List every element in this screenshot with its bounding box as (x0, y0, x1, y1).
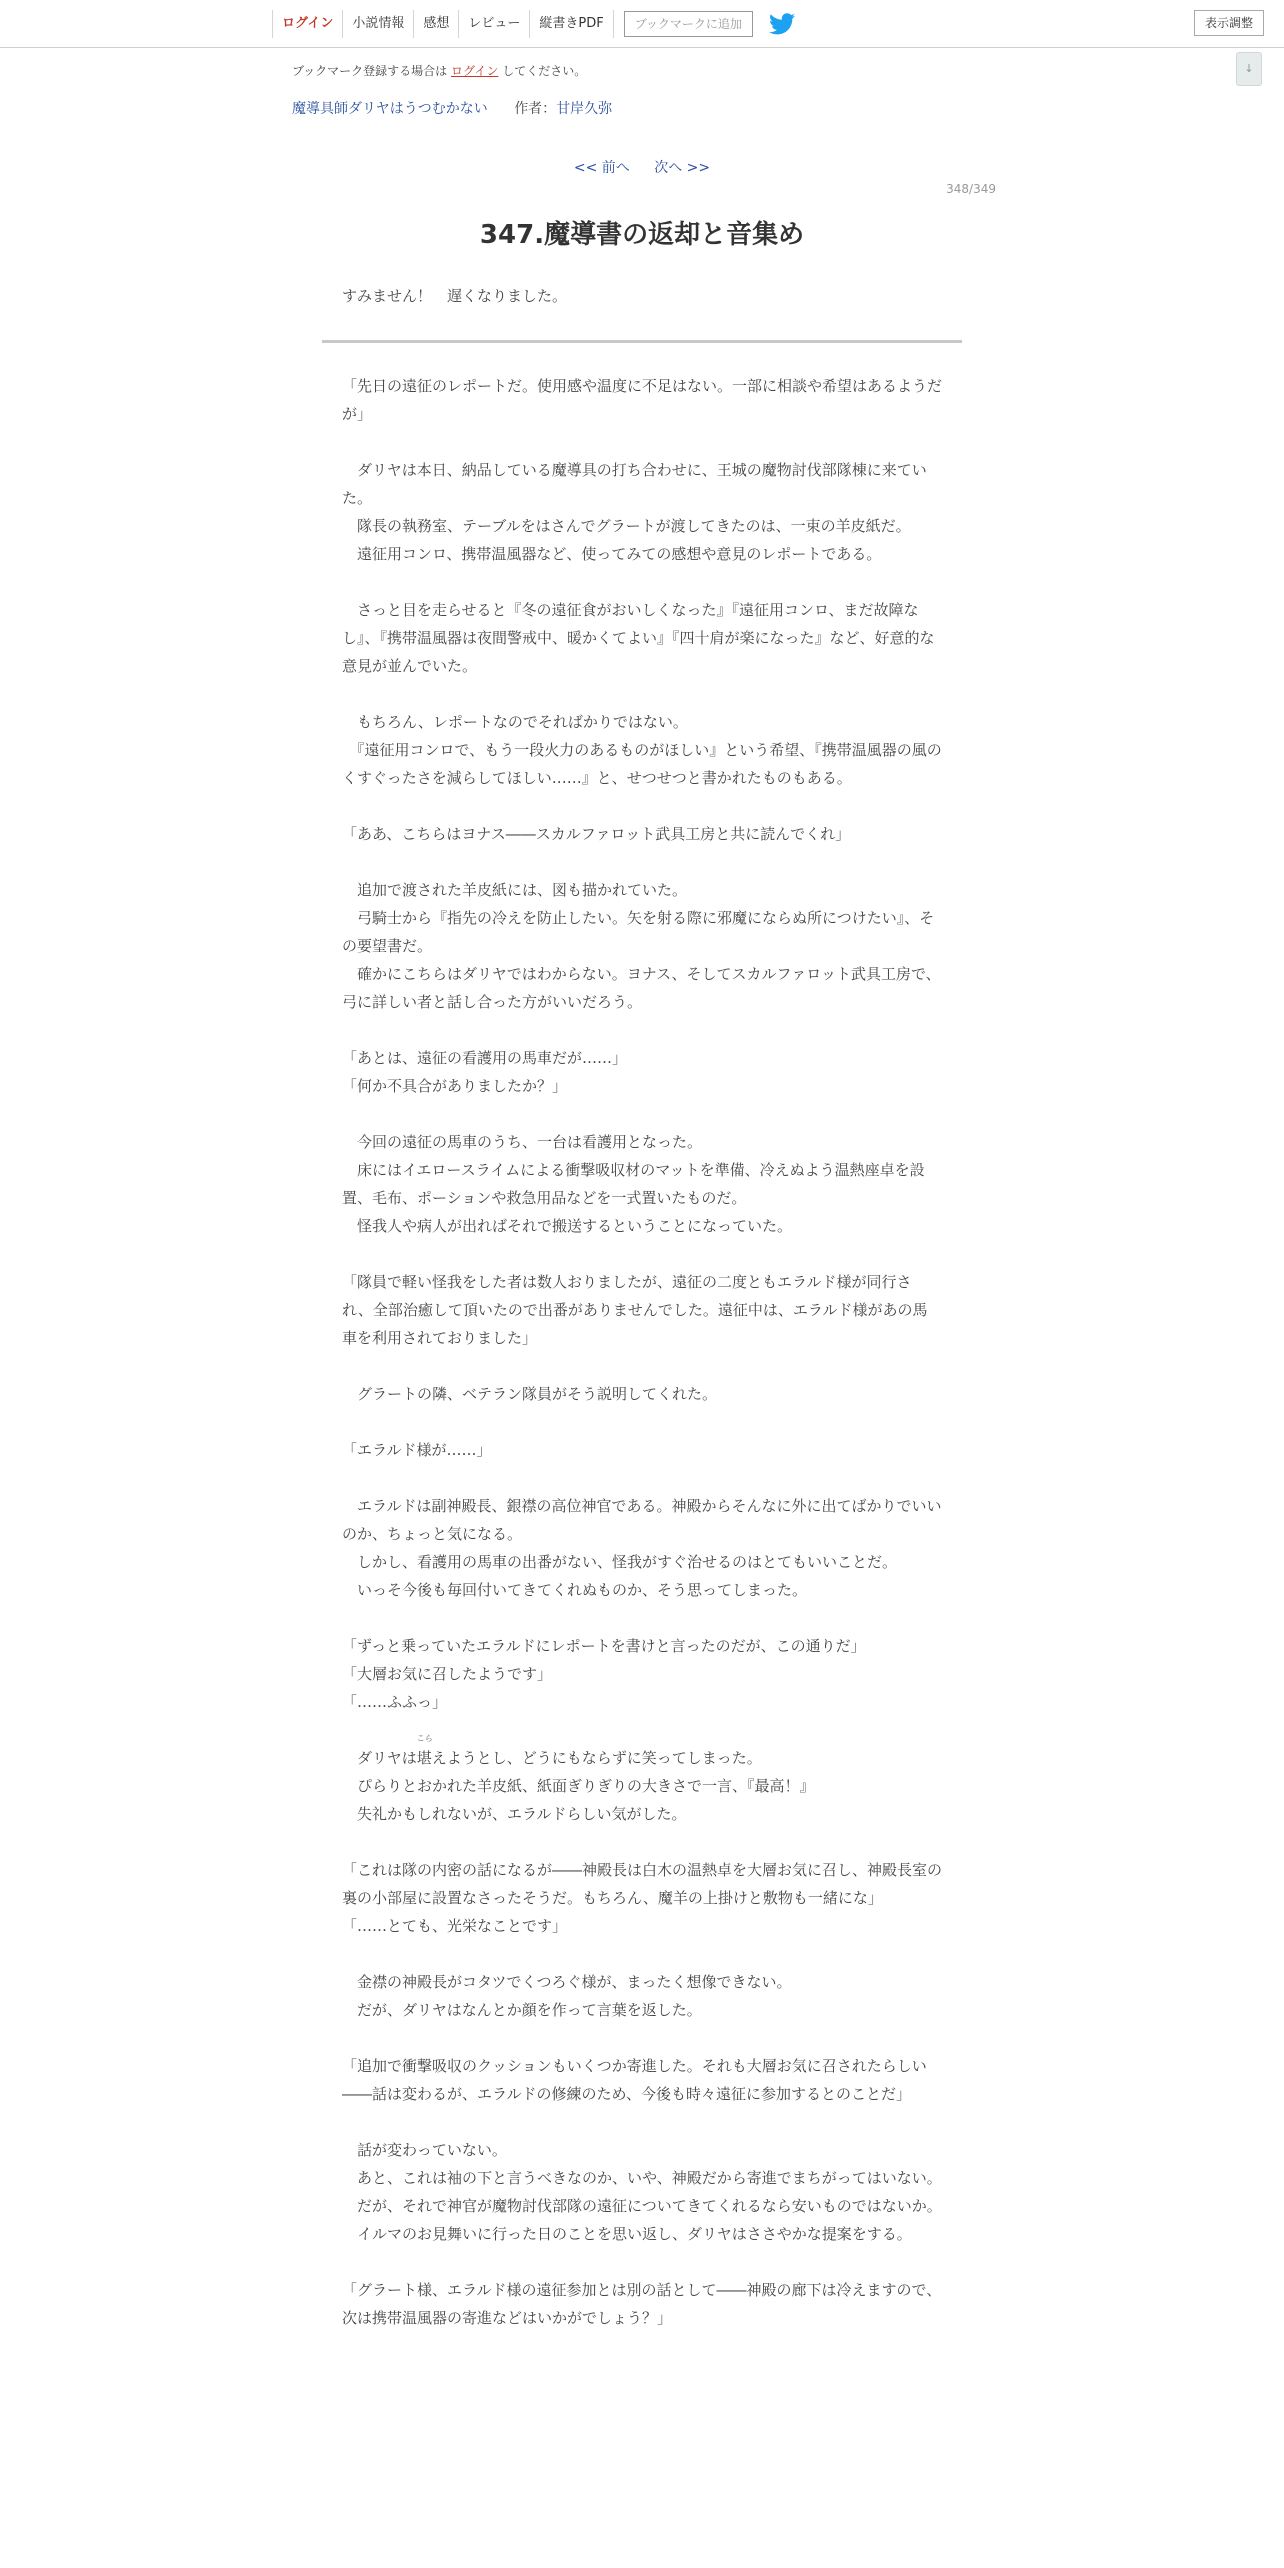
body-paragraph: 今回の遠征の馬車のうち、一台は看護用となった。 (342, 1133, 703, 1151)
body-paragraph (342, 792, 942, 820)
body-paragraph: いっそ今後も毎回付いてきてくれぬものか、そう思ってしまった。 (342, 1581, 808, 1599)
body-paragraph (342, 1828, 942, 1856)
body-paragraph (342, 2248, 942, 2276)
next-chapter-link[interactable]: 次へ >> (654, 160, 711, 176)
body-paragraph: 「エラルド様が……」 (342, 1441, 492, 1459)
chapter-count: 348/349 (946, 182, 996, 196)
body-paragraph: 「大層お気に召したようです」 (342, 1665, 553, 1683)
notice-text-before: ブックマーク登録する場合は (292, 64, 448, 78)
vertical-pdf-link[interactable]: 縦書きPDF (529, 10, 613, 38)
body-paragraph: 追加で渡された羊皮紙には、図も描かれていた。 (342, 881, 688, 899)
header-nav (272, 10, 795, 38)
body-paragraph: 「グラート様、エラルド様の遠征参加とは別の話として――神殿の廊下は冷えますので、次は携帯温風器の寄進などはいかがでしょう？」 (342, 2281, 942, 2327)
body-paragraph: 『遠征用コンロで、もう一段火力のあるものがほしい』という希望、『携帯温風器の風のくすぐったさを減らしてほしい……』と、せつせつと書かれたものもある。 (342, 741, 942, 787)
body-paragraph: 床にはイエロースライムによる衝撃吸収材のマットを準備、冷えぬよう温熱座卓を設置、毛布、ポーションや救急用品などを一式置いたものだ。 (342, 1161, 925, 1207)
body-paragraph (342, 1604, 942, 1632)
body-paragraph: グラートの隣、ベテラン隊員がそう説明してくれた。 (342, 1385, 718, 1403)
bookmark-login-notice (292, 62, 586, 79)
body-paragraph: エラルドは副神殿長、銀襟の高位神官である。神殿からそんなに外に出てばかりでいいのか、ちょっと気になる。 (342, 1497, 942, 1543)
twitter-icon[interactable] (769, 13, 795, 35)
chapter-preface: すみません！ 遅くなりました。 (342, 287, 568, 305)
body-paragraph: 「あとは、遠征の看護用の馬車だが……」 (342, 1049, 628, 1067)
body-paragraph (342, 1100, 942, 1128)
body-paragraph: もちろん、レポートなのでそればかりではない。 (342, 713, 688, 731)
body-paragraph: しかし、看護用の馬車の出番がない、怪我がすぐ治せるのはとてもいいことだ。 (342, 1553, 898, 1571)
body-paragraph (342, 2108, 942, 2136)
body-paragraph (342, 428, 942, 456)
body-paragraph: 「何か不具合がありましたか？」 (342, 1077, 568, 1095)
body-paragraph (342, 568, 942, 596)
review-link[interactable]: レビュー (458, 10, 529, 38)
chapter-body (342, 372, 942, 2332)
body-paragraph: だが、ダリヤはなんとか顔を作って言葉を返した。 (342, 2001, 702, 2019)
notice-login-link[interactable]: ログイン (451, 64, 499, 78)
body-paragraph: イルマのお見舞いに行った日のことを思い返し、ダリヤはささやかな提案をする。 (342, 2225, 912, 2243)
novel-header (292, 98, 612, 118)
impressions-link[interactable]: 感想 (413, 10, 458, 38)
body-paragraph: 「先日の遠征のレポートだ。使用感や温度に不足はない。一部に相談や希望はあるようだが」 (342, 377, 943, 423)
display-settings-button[interactable]: 表示調整 (1194, 10, 1264, 36)
author-label: 作者： (514, 101, 557, 117)
author-link[interactable]: 甘岸久弥 (556, 101, 613, 117)
body-paragraph: 失礼かもしれないが、エラルドらしい気がした。 (342, 1805, 687, 1823)
scroll-down-button[interactable]: ↓ (1236, 52, 1262, 86)
novel-title-link[interactable]: 魔導具師ダリヤはうつむかない (292, 101, 488, 117)
login-link[interactable]: ログイン (272, 10, 342, 38)
add-bookmark-button[interactable]: ブックマークに追加 (624, 11, 753, 37)
body-paragraph: 話が変わっていない。 (342, 2141, 507, 2159)
body-paragraph: 怪我人や病人が出ればそれで搬送するということになっていた。 (342, 1217, 793, 1235)
body-paragraph (342, 1240, 942, 1268)
body-paragraph (342, 2024, 942, 2052)
body-paragraph (342, 680, 942, 708)
body-paragraph: 確かにこちらはダリヤではわからない。ヨナス、そしてスカルファロット武具工房で、弓に詳しい者と話し合った方がいいだろう。 (342, 965, 941, 1011)
body-paragraph: ダリヤは本日、納品している魔導具の打ち合わせに、王城の魔物討伐部隊棟に来ていた。 (342, 461, 927, 507)
body-paragraph: 「……とても、光栄なことです」 (342, 1917, 568, 1935)
body-paragraph: 「追加で衝撃吸収のクッションもいくつか寄進した。それも大層お気に召されたらしい――話は変わるが、エラルドの修練のため、今後も時々遠征に参加するとのことだ」 (342, 2057, 927, 2103)
novel-info-link[interactable]: 小説情報 (342, 10, 413, 38)
body-paragraph (342, 1464, 942, 1492)
preface-divider (322, 340, 962, 343)
body-paragraph: 弓騎士から『指先の冷えを防止したい。矢を射る際に邪魔にならぬ所につけたい』、その要望書だ。 (342, 909, 935, 955)
body-paragraph: ダリヤは こら 堪えようとし、どうにもならずに笑ってしまった。 (342, 1744, 942, 1772)
chapter-pager (0, 157, 1284, 177)
body-paragraph: 「ああ、こちらはヨナス――スカルファロット武具工房と共に読んでくれ」 (342, 825, 851, 843)
body-paragraph (342, 1352, 942, 1380)
body-paragraph: 隊長の執務室、テーブルをはさんでグラートが渡してきたのは、一束の羊皮紙だ。 (342, 517, 911, 535)
body-paragraph: 「ずっと乗っていたエラルドにレポートを書けと言ったのだが、この通りだ」 (342, 1637, 866, 1655)
body-paragraph: 「これは隊の内密の話になるが――神殿長は白木の温熱卓を大層お気に召し、神殿長室の裏の小部屋に設置なさったそうだ。もちろん、魔羊の上掛けと敷物も一緒にな」 (342, 1861, 943, 1907)
body-paragraph: 「……ふふっ」 (342, 1693, 448, 1711)
ruby-annotated-char (416, 1734, 433, 1772)
body-paragraph: 金襟の神殿長がコタツでくつろぐ様が、まったく想像できない。 (342, 1973, 792, 1991)
body-paragraph: ぴらりとおかれた羊皮紙、紙面ぎりぎりの大きさで一言、『最高！』 (342, 1777, 815, 1795)
ruby-reading: こら (416, 1734, 433, 1743)
body-paragraph: だが、それで神官が魔物討伐部隊の遠征についてきてくれるなら安いものではないか。 (342, 2197, 942, 2215)
chapter-title: 347.魔導書の返却と音集め (479, 220, 805, 250)
body-paragraph (342, 1016, 942, 1044)
body-paragraph: 遠征用コンロ、携帯温風器など、使ってみての感想や意見のレポートである。 (342, 545, 882, 563)
body-paragraph: あと、これは袖の下と言うべきなのか、いや、神殿だから寄進でまちがってはいない。 (342, 2169, 942, 2187)
prev-chapter-link[interactable]: << 前へ (573, 160, 630, 176)
site-header (0, 0, 1284, 48)
body-paragraph: さっと目を走らせると『冬の遠征食がおいしくなった』『遠征用コンロ、まだ故障なし』、『携帯温風器は夜間警戒中、暖かくてよい』『四十肩が楽になった』など、好意的な意見が並んでいた。 (342, 601, 935, 675)
ruby-base: 堪 (416, 1749, 432, 1767)
body-paragraph (342, 1940, 942, 1968)
body-paragraph: 「隊員で軽い怪我をした者は数人おりましたが、遠征の二度ともエラルド様が同行され、全部治癒して頂いたので出番がありませんでした。遠征中は、エラルド様があの馬車を利用されておりました」 (342, 1273, 928, 1347)
body-paragraph (342, 848, 942, 876)
notice-text-after: してください。 (502, 64, 587, 78)
body-paragraph (342, 1408, 942, 1436)
